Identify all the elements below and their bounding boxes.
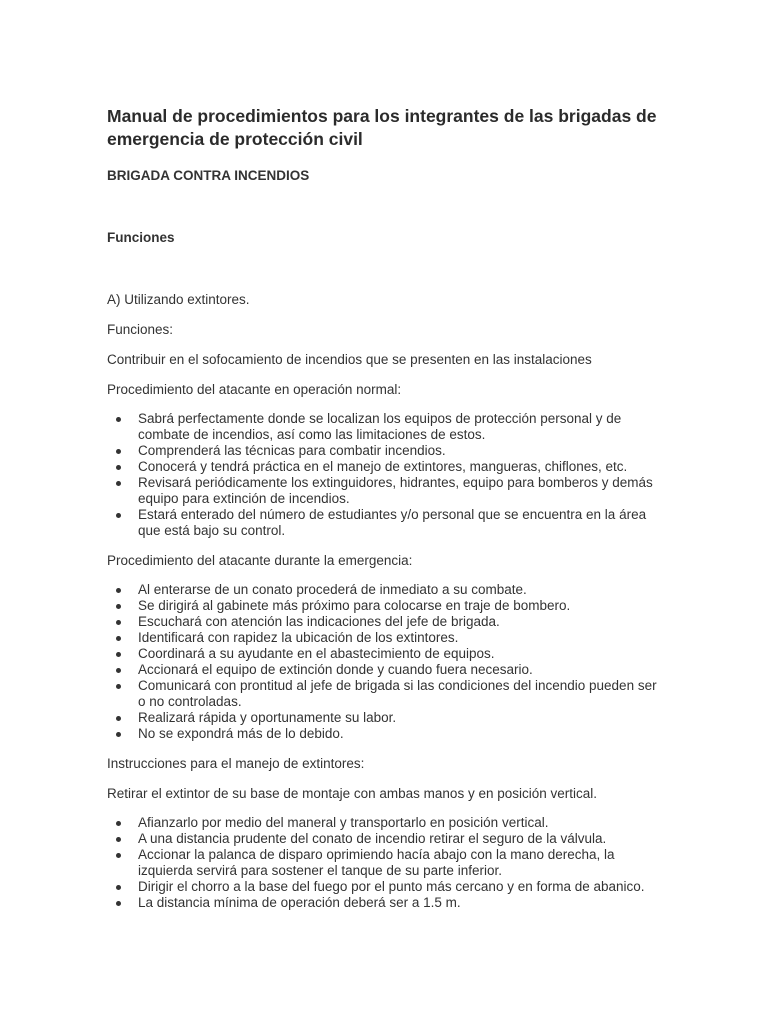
bullet-icon: [116, 716, 121, 721]
bullet-icon: [116, 465, 121, 470]
list-item: Dirigir el chorro a la base del fuego por el punto más cercano y en forma de abanico.: [107, 879, 667, 895]
paragraph-operacion-normal: Procedimiento del atacante en operación normal:: [107, 382, 402, 397]
list-item: Coordinará a su ayudante en el abastecimiento de equipos.: [107, 646, 667, 662]
document-page: [107, 105, 667, 911]
list-item: Comprenderá las técnicas para combatir incendios.: [107, 443, 667, 459]
document-title: Manual de procedimientos para los integrantes de las brigadas de emergencia de protección civil: [107, 106, 657, 149]
list-durante-emergencia: [107, 582, 667, 742]
list-item: Escuchará con atención las indicaciones del jefe de brigada.: [107, 614, 667, 630]
paragraph-durante-emergencia: Procedimiento del atacante durante la emergencia:: [107, 553, 413, 568]
section-heading-funciones: Funciones: [107, 230, 175, 245]
list-item: Comunicará con prontitud al jefe de brigada si las condiciones del incendio pueden ser o no controladas.: [107, 678, 667, 710]
bullet-icon: [116, 853, 121, 858]
bullet-icon: [116, 668, 121, 673]
bullet-icon: [116, 604, 121, 609]
list-item: Realizará rápida y oportunamente su labor.: [107, 710, 667, 726]
bullet-icon: [116, 732, 121, 737]
bullet-icon: [116, 684, 121, 689]
list-item: La distancia mínima de operación deberá ser a 1.5 m.: [107, 895, 667, 911]
list-item: Accionar la palanca de disparo oprimiendo hacía abajo con la mano derecha, la izquierda servirá para sostener el tanque de su parte inferior.: [107, 847, 667, 879]
bullet-icon: [116, 417, 121, 422]
bullet-icon: [116, 513, 121, 518]
paragraph-retirar-extintor: Retirar el extintor de su base de montaje con ambas manos y en posición vertical.: [107, 786, 598, 801]
paragraph-extintores: A) Utilizando extintores.: [107, 292, 250, 307]
list-item: Accionará el equipo de extinción donde y cuando fuera necesario.: [107, 662, 667, 678]
list-item: Conocerá y tendrá práctica en el manejo de extintores, mangueras, chiflones, etc.: [107, 459, 667, 475]
list-item: No se expondrá más de lo debido.: [107, 726, 667, 742]
bullet-icon: [116, 636, 121, 641]
paragraph-funciones-label: Funciones:: [107, 322, 174, 337]
bullet-icon: [116, 901, 121, 906]
list-operacion-normal: [107, 411, 667, 539]
bullet-icon: [116, 837, 121, 842]
list-item: Revisará periódicamente los extinguidores, hidrantes, equipo para bomberos y demás equipo para extinción de incendios.: [107, 475, 667, 507]
bullet-icon: [116, 481, 121, 486]
bullet-icon: [116, 821, 121, 826]
bullet-icon: [116, 885, 121, 890]
bullet-icon: [116, 588, 121, 593]
list-item: Identificará con rapidez la ubicación de los extintores.: [107, 630, 667, 646]
bullet-icon: [116, 652, 121, 657]
bullet-icon: [116, 620, 121, 625]
list-item: A una distancia prudente del conato de incendio retirar el seguro de la válvula.: [107, 831, 667, 847]
list-manejo-extintores: [107, 815, 667, 911]
bullet-icon: [116, 449, 121, 454]
list-item: Se dirigirá al gabinete más próximo para colocarse en traje de bombero.: [107, 598, 667, 614]
list-item: Al enterarse de un conato procederá de inmediato a su combate.: [107, 582, 667, 598]
paragraph-contribuir: Contribuir en el sofocamiento de incendios que se presenten en las instalaciones: [107, 352, 592, 367]
list-item: Sabrá perfectamente donde se localizan los equipos de protección personal y de combate de incendios, así como las limitaciones de estos.: [107, 411, 667, 443]
list-item: Afianzarlo por medio del maneral y transportarlo en posición vertical.: [107, 815, 667, 831]
paragraph-instrucciones: Instrucciones para el manejo de extintores:: [107, 756, 365, 771]
brigade-subtitle: BRIGADA CONTRA INCENDIOS: [107, 168, 310, 183]
list-item: Estará enterado del número de estudiantes y/o personal que se encuentra en la área que está bajo su control.: [107, 507, 667, 539]
